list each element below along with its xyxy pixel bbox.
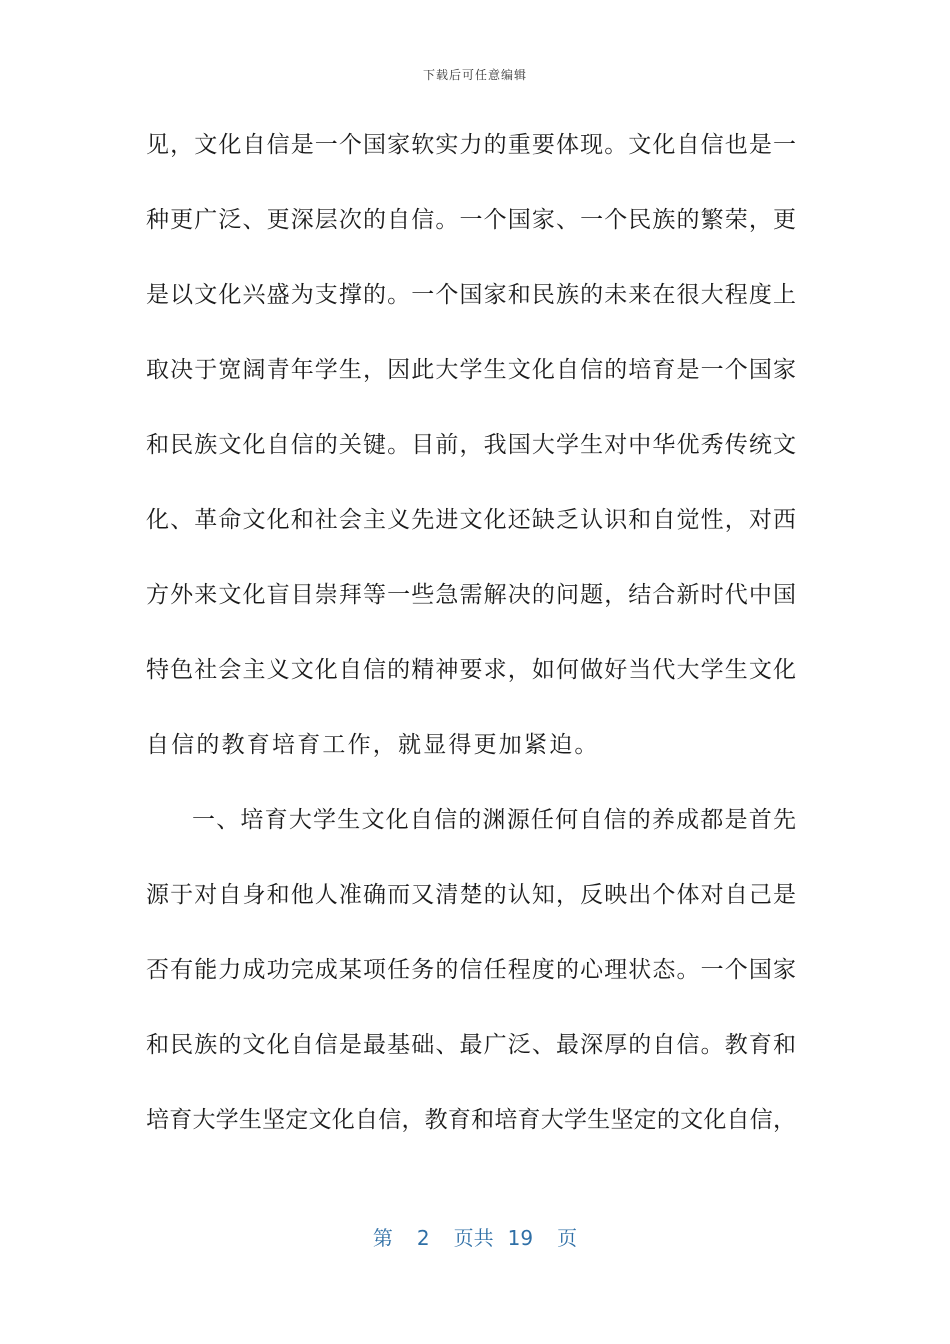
body-line-6: 化、革命文化和社会主义先进文化还缺乏认识和自觉性，对西 (146, 507, 796, 533)
body-line-10: 一、培育大学生文化自信的渊源任何自信的养成都是首先 (192, 807, 796, 833)
body-line-9: 自信的教育培育工作，就显得更加紧迫。 (146, 732, 600, 758)
document-body (146, 124, 796, 1174)
body-line-7: 方外来文化盲目崇拜等一些急需解决的问题，结合新时代中国 (146, 582, 796, 608)
body-line-8: 特色社会主义文化自信的精神要求，如何做好当代大学生文化 (146, 657, 796, 683)
page-header-note: 下载后可任意编辑 (422, 68, 527, 82)
footer-prefix: 第 (372, 1226, 393, 1250)
body-line-12: 否有能力成功完成某项任务的信任程度的心理状态。一个国家 (146, 957, 796, 983)
body-line-5: 和民族文化自信的关键。目前，我国大学生对中华优秀传统文 (146, 432, 796, 458)
body-line-3: 是以文化兴盛为支撑的。一个国家和民族的未来在很大程度上 (146, 282, 796, 308)
page-footer (0, 1222, 950, 1251)
body-line-11: 源于对自身和他人准确而又清楚的认知，反映出个体对自己是 (146, 882, 796, 908)
body-line-2: 种更广泛、更深层次的自信。一个国家、一个民族的繁荣，更 (146, 207, 796, 233)
body-line-13: 和民族的文化自信是最基础、最广泛、最深厚的自信。教育和 (146, 1032, 796, 1058)
body-line-4: 取决于宽阔青年学生，因此大学生文化自信的培育是一个国家 (146, 357, 796, 383)
body-line-14: 培育大学生坚定文化自信，教育和培育大学生坚定的文化自信， (146, 1107, 796, 1133)
footer-total-pages: 19 (507, 1226, 534, 1250)
footer-current-page: 2 (416, 1226, 430, 1250)
footer-middle: 页共 (453, 1226, 494, 1250)
body-line-1: 见，文化自信是一个国家软实力的重要体现。文化自信也是一 (146, 132, 796, 158)
footer-suffix: 页 (557, 1226, 578, 1250)
